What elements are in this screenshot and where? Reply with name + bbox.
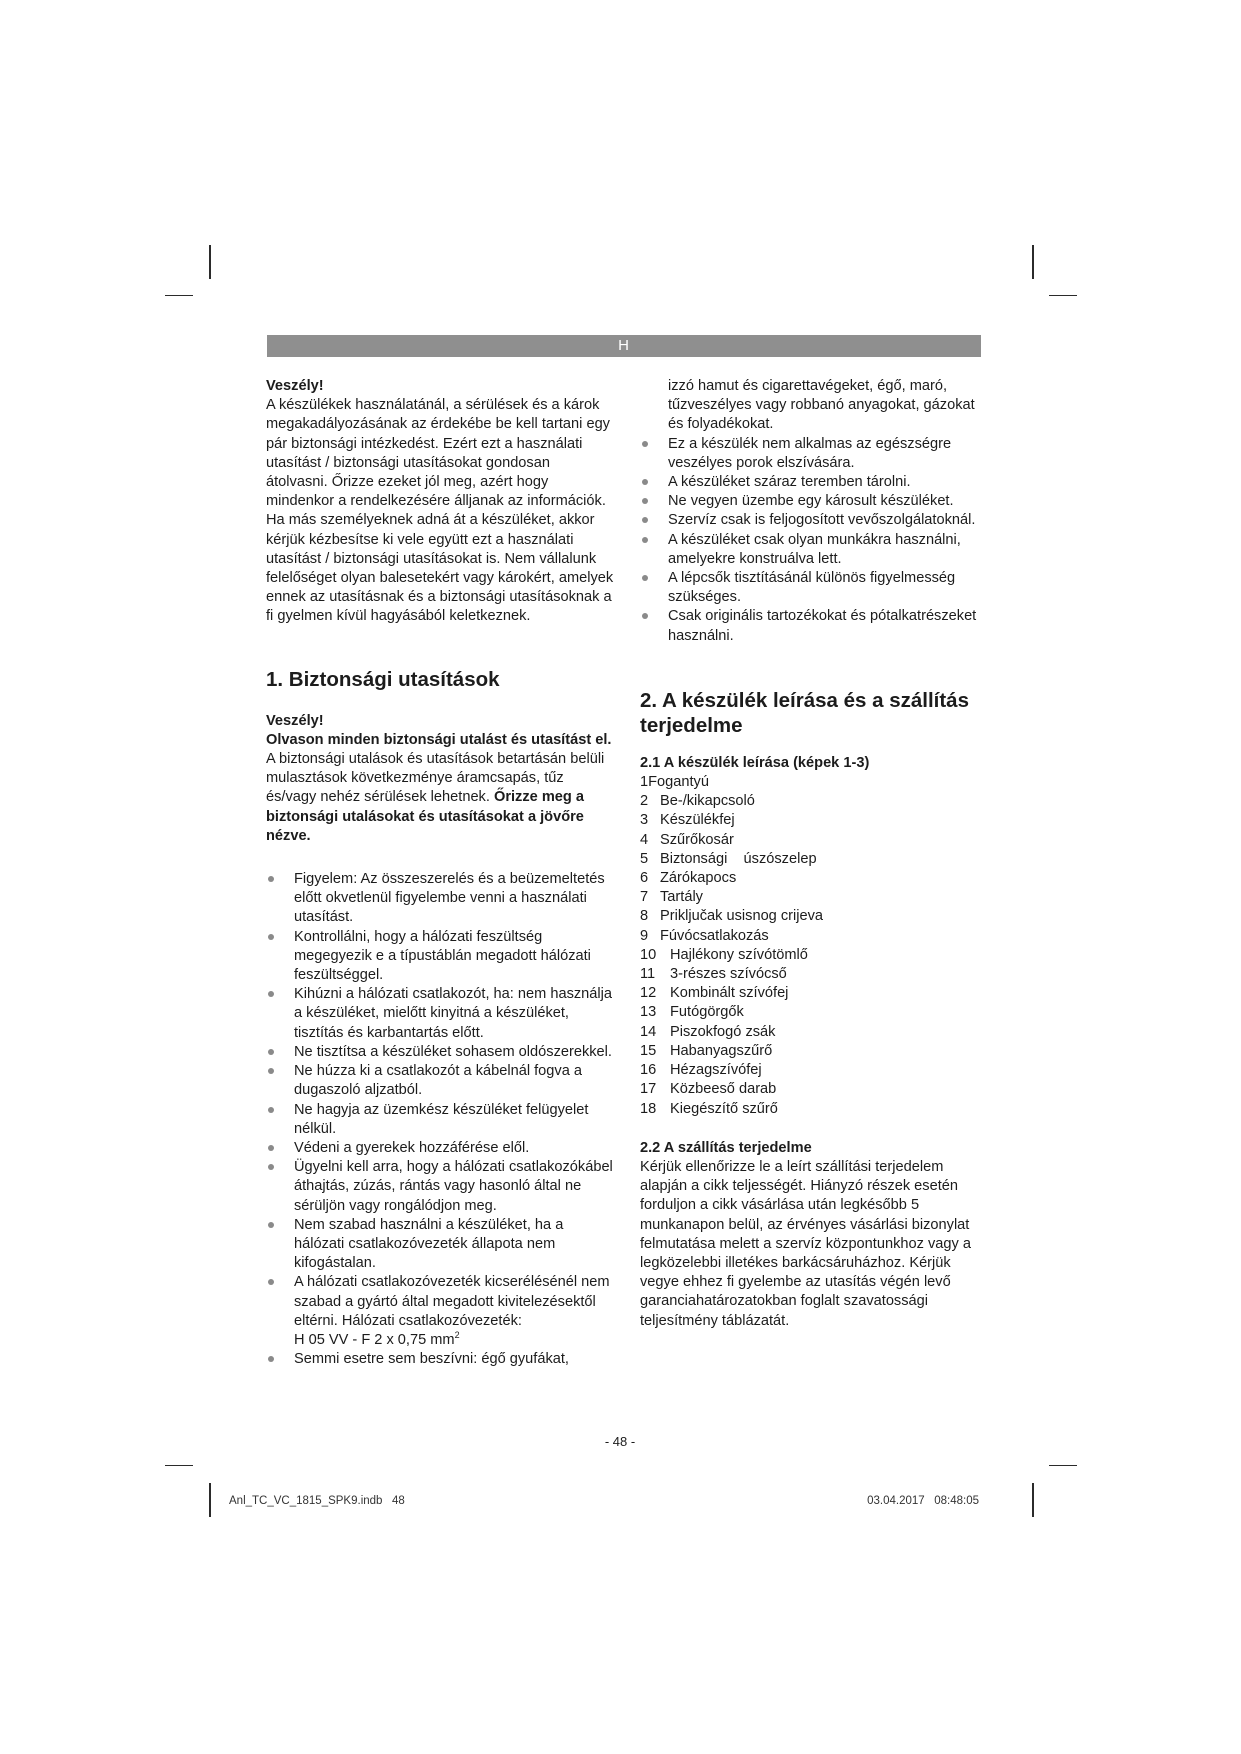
part-item: 15 Habanyagszűrő	[640, 1042, 773, 1059]
section-1-heading: 1. Biztonsági utasítások	[266, 667, 500, 691]
bullet-item: A készüléket csak olyan munkákra használni, amelyekre konstruálva lett.	[640, 531, 992, 569]
part-item: 10 Hajlékony szívótömlő	[640, 946, 808, 963]
crop-mark-top-left-h	[165, 295, 193, 296]
part-item: 6 Zárókapocs	[640, 870, 737, 887]
intro-paragraph: A készülékek használatánál, a sérülések és a károk megakadályozásának az érdekébe be kell tartani egy pár biztonsági intézkedést. Ezért ezt a használati utasítást / biztonsági utasításokat gondosan átolvasni. Őrizze ezeket jól meg, azért hogy mindenkor a rendelkezésére álljanak az információk. Ha más személyeknek adná át a készüléket, akkor kérjük kézbesítse ki vele együtt ezt a használati utasítást / biztonsági utasításokat is. Nem vállalunk felelőséget olyan balesetekért vagy károkért, amelyek ennek az utasításnak és a biztonsági utasításoknak a fi gyelmen kívül hagyásából keletkeznek.	[266, 397, 614, 625]
bullet-item: Nem szabad használni a készüléket, ha a hálózati csatlakozóvezeték állapota nem kifogástalan.	[266, 1216, 614, 1274]
crop-mark-bottom-right-h	[1049, 1465, 1077, 1466]
warning-bold-keep: Őrizze meg a biztonsági utalásokat és utasításokat a jövőre nézve.	[266, 789, 584, 844]
intro-warning-title: Veszély!	[266, 378, 324, 394]
part-item: 16 Hézagszívófej	[640, 1062, 762, 1079]
cable-spec-sup: 2	[454, 1330, 460, 1341]
crop-mark-top-left	[209, 245, 211, 279]
warning-bold-read: Olvason minden biztonsági utalást és utasítást el.	[266, 731, 612, 748]
bullet-item: Védeni a gyerekek hozzáférése elől.	[266, 1139, 614, 1158]
warning-body: A biztonsági utalások és utasítások betartásán belüli mulasztások következménye áramcsapás, tűz és/vagy nehéz sérülések lehetnek.	[266, 751, 605, 806]
crop-mark-bottom-left-h	[165, 1465, 193, 1466]
footer-timestamp: 03.04.2017 08:48:05	[867, 1495, 979, 1507]
bullet-item: Ne vegyen üzembe egy károsult készüléket.	[640, 492, 992, 511]
part-item: 8 Priključak usisnog crijeva	[640, 908, 824, 925]
part-item: 5 Biztonsági úszószelep	[640, 850, 817, 867]
part-item: 2 Be-/kikapcsoló	[640, 793, 755, 810]
part-item: 4 Szűrőkosár	[640, 831, 734, 848]
part-1: 1Fogantyú	[640, 774, 709, 791]
part-item: 14 Piszokfogó zsák	[640, 1023, 776, 1040]
cable-spec-text: H 05 VV - F 2 x 0,75 mm	[294, 1331, 455, 1348]
section-1-warning-paragraph	[266, 731, 614, 846]
part-item: 18 Kiegészítő szűrő	[640, 1100, 778, 1117]
safety-bullet-list	[266, 870, 614, 1369]
part-item: 7 Tartály	[640, 889, 703, 906]
bullet-item: Ez a készülék nem alkalmas az egészségre veszélyes porok elszívására.	[640, 435, 992, 473]
part-item: 3 Készülékfej	[640, 812, 735, 829]
bullet-item: Semmi esetre sem beszívni: égő gyufákat,	[266, 1350, 614, 1369]
language-code: H	[618, 337, 630, 354]
cable-spec	[266, 1331, 614, 1350]
part-item: 11 3-részes szívócső	[640, 966, 787, 983]
section-1-warning-title: Veszély!	[266, 712, 324, 729]
part-item: 17 Közbeeső darab	[640, 1081, 777, 1098]
bullet-item: Kontrollálni, hogy a hálózati feszültség megegyezik e a típustáblán megadott hálózati feszültséggel.	[266, 928, 614, 986]
crop-mark-bottom-left	[209, 1483, 211, 1517]
parts-list	[640, 792, 992, 1118]
bullet-item: Szervíz csak is feljogosított vevőszolgálatoknál.	[640, 511, 992, 530]
page-number: - 48 -	[604, 1434, 636, 1449]
crop-mark-top-right	[1032, 245, 1034, 279]
part-item: 12 Kombinált szívófej	[640, 985, 789, 1002]
bullet-item: Figyelem: Az összeszerelés és a beüzemeltetés előtt okvetlenül figyelembe venni a használati utasítást.	[266, 870, 614, 928]
right-column	[640, 377, 992, 1331]
bullet-item: A hálózati csatlakozóvezeték kicserélésénél nem szabad a gyártó által megadott kivitelezésektől eltérni. Hálózati csatlakozóvezeték:	[266, 1273, 614, 1331]
right-bullet-list	[640, 377, 992, 646]
section-2-1-heading: 2.1 A készülék leírása (képek 1-3)	[640, 754, 870, 771]
bullet-item: Ne tisztítsa a készüléket sohasem oldószerekkel.	[266, 1043, 614, 1062]
bullet-item: A készüléket száraz teremben tárolni.	[640, 473, 992, 492]
bullet-item: Ügyelni kell arra, hogy a hálózati csatlakozókábel áthajtás, zúzás, rántás vagy hasonló által ne sérüljön vagy rongálódjon meg.	[266, 1158, 614, 1216]
bullet-item: Ne hagyja az üzemkész készüléket felügyelet nélkül.	[266, 1101, 614, 1139]
section-2-2-heading: 2.2 A szállítás terjedelme	[640, 1139, 812, 1156]
crop-mark-bottom-right	[1032, 1483, 1034, 1517]
left-column	[266, 377, 614, 1369]
bullet-item: Kihúzni a hálózati csatlakozót, ha: nem használja a készüléket, mielőtt kinyitná a készüléket, tisztítás és karbantartás előtt.	[266, 985, 614, 1043]
bullet-item: A lépcsők tisztításánál különös figyelmesség szükséges.	[640, 569, 992, 607]
footer-filename: Anl_TC_VC_1815_SPK9.indb 48	[229, 1495, 405, 1507]
bullet-continuation: izzó hamut és cigarettavégeket, égő, maró, tűzveszélyes vagy robbanó anyagokat, gázokat és folyadékokat.	[668, 378, 975, 433]
delivery-paragraph: Kérjük ellenőrizze le a leírt szállítási terjedelem alapján a cikk teljességét. Hiányzó részek esetén forduljon a cikk vásárlása után legkésőbb 5 munkanapon belül, az érvényes vásárlási bizonylat felmutatása melett a szervíz központunkhoz vagy a legközelebbi illetékes barkácsáruházhoz. Kérjük vegye ehhez fi gyelembe az utasítás végén levő garanciahatározatokban foglalt szavatossági teljesítmény táblázatát.	[640, 1158, 971, 1329]
language-header-bar	[267, 335, 981, 357]
section-2-heading: 2. A készülék leírása és a szállítás terjedelme	[640, 688, 969, 737]
bullet-item: Ne húzza ki a csatlakozót a kábelnál fogva a dugaszoló aljzatból.	[266, 1062, 614, 1100]
part-item: 9 Fúvócsatlakozás	[640, 927, 769, 944]
bullet-item: Csak originális tartozékokat és pótalkatrészeket használni.	[640, 607, 992, 645]
crop-mark-top-right-h	[1049, 295, 1077, 296]
part-item: 13 Futógörgők	[640, 1004, 744, 1021]
